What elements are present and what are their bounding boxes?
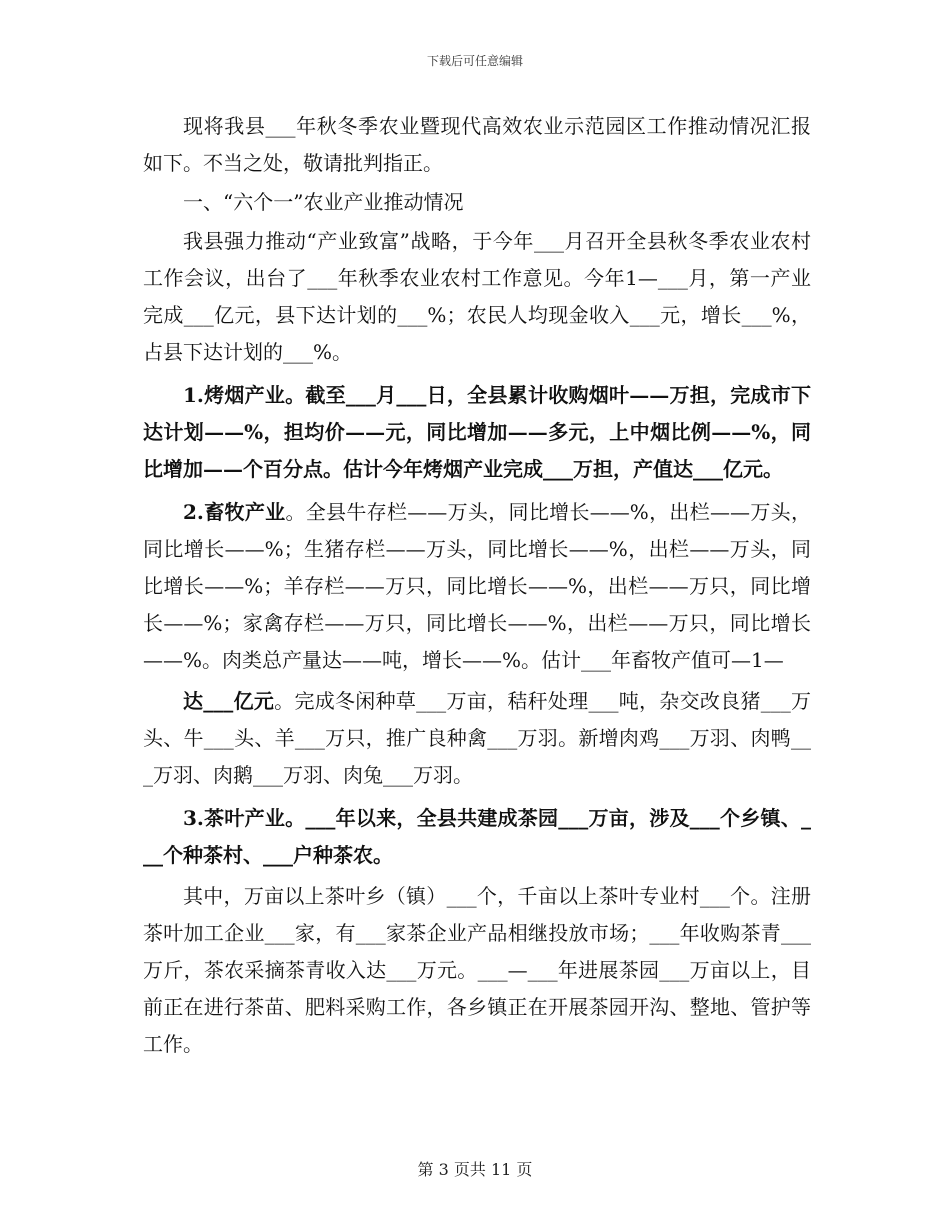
page-header-note: 下载后可任意编辑 [426,54,523,68]
livestock-value-lead: 达___亿元 [183,689,275,713]
overview-paragraph: 我县强力推动“产业致富”战略，于今年___月召开全县秋冬季农业农村工作会议，出台了___年秋季农业农村工作意见。今年1—___月，第一产业完成___亿元，县下达计划的___%；农民人均现金收入___元，增长___%，占县下达计划的___%。 [143,229,811,364]
livestock-heading: 2.畜牧产业 [183,500,286,524]
livestock-paragraph [143,494,811,679]
tea-detail-paragraph: 其中，万亩以上茶叶乡（镇）___个，千亩以上茶叶专业村___个。注册茶叶加工企业___家，有___家茶企业产品相继投放市场；___年收购茶青___万斤，茶农采摘茶青收入达___万元。___—___年进展茶园___万亩以上，目前正在进行茶苗、肥料采购工作，各乡镇正在开展茶园开沟、整地、管护等工作。 [143,884,811,1056]
livestock-continued-paragraph [143,683,811,794]
page-footer-number: 第 3 页共 11 页 [417,1160,533,1179]
livestock-continued-text: 。完成冬闲种草___万亩，秸秆处理___吨，杂交改良猪___万头、牛___头、羊___万只，推广良种禽___万羽。新增肉鸡___万羽、肉鸭___万羽、肉鹅___万羽、肉兔___万羽。 [143,689,812,787]
section-heading: 一、“六个一”农业产业推动情况 [183,190,464,214]
tobacco-paragraph: 1.烤烟产业。截至___月___日，全县累计收购烟叶——万担，完成市下达计划——%，担均价——元，同比增加——多元，上中烟比例——%，同比增加——个百分点。估计今年烤烟产业完成___万担，产值达___亿元。 [143,383,811,481]
intro-paragraph: 现将我县___年秋冬季农业暨现代高效农业示范园区工作推动情况汇报如下。不当之处，敬请批判指正。 [143,114,811,175]
document-body [143,108,811,1063]
tea-paragraph: 3.茶叶产业。___年以来，全县共建成茶园___万亩，涉及___个乡镇、___个种茶村、___户种茶农。 [143,806,811,867]
livestock-text: 。全县牛存栏——万头，同比增长——%，出栏——万头，同比增长——%；生猪存栏——万头，同比增长——%，出栏——万头，同比增长——%；羊存栏——万只，同比增长——%，出栏——万只，同比增长——%；家禽存栏——万只，同比增长——%，出栏——万只，同比增长——%。肉类总产量达——吨，增长——%。估计___年畜牧产值可—1— [143,500,811,672]
